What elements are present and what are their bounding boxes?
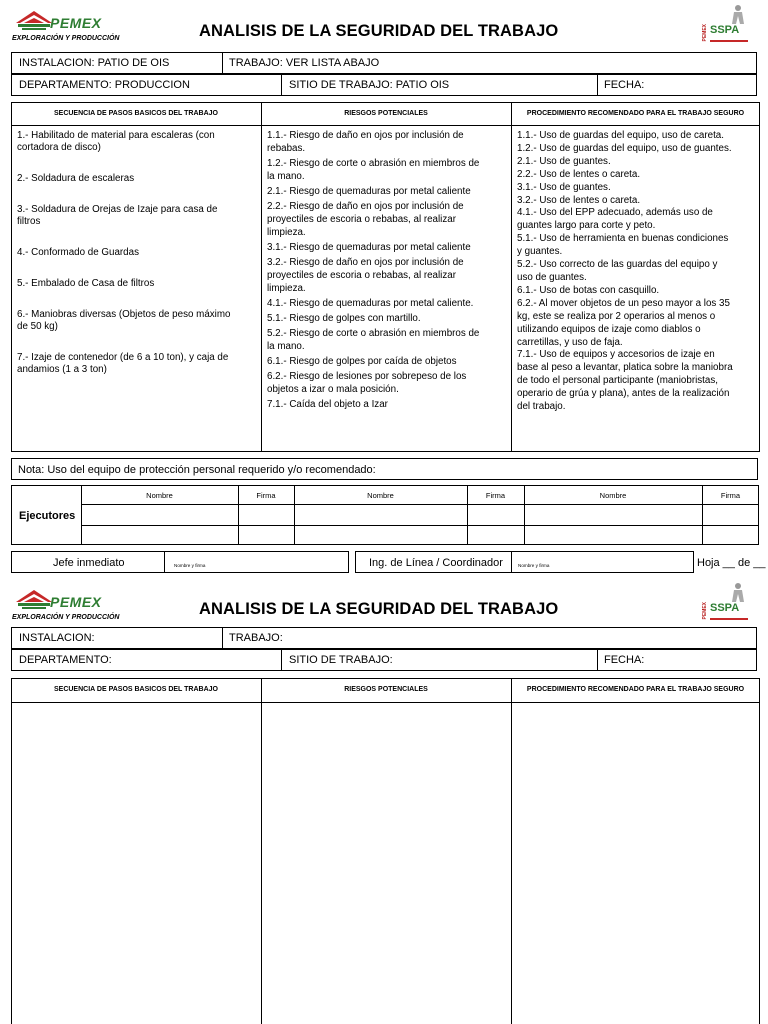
page-title: ANALISIS DE LA SEGURIDAD DEL TRABAJO xyxy=(199,22,559,40)
steps-column xyxy=(17,130,230,395)
ejecutores-label: Ejecutores xyxy=(19,510,76,522)
pemex-wordmark: PEMEX xyxy=(50,15,102,31)
step-line: de 50 kg) xyxy=(17,321,58,332)
trabajo-field: TRABAJO: xyxy=(229,632,283,644)
risk-line: la mano. xyxy=(267,170,305,182)
sspa-logo xyxy=(700,582,760,628)
step-line: cortadora de disco) xyxy=(17,142,101,153)
procedure-line: kg, este se realiza por 2 operarios al menos o xyxy=(517,310,716,322)
risk-item xyxy=(267,313,479,326)
procedure-line: 3.2.- Uso de lentes o careta. xyxy=(517,194,641,206)
sspa-wordmark: SSPA xyxy=(710,24,740,36)
sspa-figure-icon xyxy=(730,4,750,26)
procedure-line: del trabajo. xyxy=(517,401,566,413)
risk-item xyxy=(267,399,479,412)
procedure-line: de todo el personal participante (maniobristas, xyxy=(517,375,718,387)
risk-line: 3.2.- Riesgo de daño en ojos por inclusión de xyxy=(267,257,464,269)
pemex-subtitle: EXPLORACIÓN Y PRODUCCIÓN xyxy=(12,614,120,621)
step-line: 3.- Soldadura de Orejas de Izaje para casa de xyxy=(17,204,218,215)
step-line: 4.- Conformado de Guardas xyxy=(17,247,139,258)
risk-line: 5.1.- Riesgo de golpes con martillo. xyxy=(267,313,421,325)
risk-item xyxy=(267,186,479,199)
sitio-field: SITIO DE TRABAJO: xyxy=(289,654,393,666)
sspa-underline xyxy=(710,618,748,620)
step-line: 2.- Soldadura de escaleras xyxy=(17,173,135,184)
step-item xyxy=(17,173,230,185)
procedure-line: 7.1.- Uso de equipos y accesorios de izaje en xyxy=(517,349,715,361)
sspa-logo xyxy=(700,4,760,50)
sspa-wordmark: SSPA xyxy=(710,602,740,614)
procedure-line: 1.2.- Uso de guardas del equipo, uso de guantes. xyxy=(517,142,732,154)
risk-line: 1.2.- Riesgo de corte o abrasión en miembros de xyxy=(267,158,480,169)
ejecutor-firma-header: Firma xyxy=(720,491,741,500)
ing-label: Ing. de Línea / Coordinador xyxy=(369,557,503,569)
procedure-line: operario de grúa y plana), antes de la realización xyxy=(517,388,730,400)
departamento-field: DEPARTAMENTO: PRODUCCION xyxy=(19,79,190,91)
procedure-line: 5.1.- Uso de herramienta en buenas condiciones xyxy=(517,233,729,245)
nota-text: Nota: Uso del equipo de protección personal requerido y/o recomendado: xyxy=(18,464,376,476)
jefe-nombre-firma: Nombre y firma xyxy=(174,563,206,568)
pemex-subtitle: EXPLORACIÓN Y PRODUCCIÓN xyxy=(12,35,120,42)
main-table xyxy=(11,678,760,1024)
sspa-underline xyxy=(710,40,748,42)
risk-line: 5.2.- Riesgo de corte o abrasión en miembros de xyxy=(267,328,480,340)
procedure-line: 6.1.- Uso de botas con casquillo. xyxy=(517,284,660,296)
risk-line: 6.2.- Riesgo de lesiones por sobrepeso de los xyxy=(267,371,467,383)
sitio-field: SITIO DE TRABAJO: PATIO OIS xyxy=(289,79,450,91)
risks-column xyxy=(267,130,479,414)
col-header-procedimiento: PROCEDIMIENTO RECOMENDADO PARA EL TRABAJO SEGURO xyxy=(526,110,745,117)
pemex-logo xyxy=(12,588,120,624)
risk-line: 7.1.- Caída del objeto a Izar xyxy=(267,399,388,411)
step-item xyxy=(17,204,230,228)
instalacion-field: INSTALACION: xyxy=(19,632,95,644)
risk-item xyxy=(267,371,479,397)
col-header-riesgos: RIESGOS POTENCIALES xyxy=(344,110,428,117)
col-header-riesgos: RIESGOS POTENCIALES xyxy=(344,686,428,693)
procedure-line: guantes largo para corte y peto. xyxy=(517,220,656,232)
step-item xyxy=(17,278,230,290)
risk-item xyxy=(267,242,479,255)
pemex-logo xyxy=(12,9,120,45)
risk-item xyxy=(267,257,479,296)
risk-line: 6.1.- Riesgo de golpes por caída de objetos xyxy=(267,356,457,368)
ing-nombre-firma: Nombre y firma xyxy=(518,563,550,568)
step-item xyxy=(17,247,230,259)
procedures-column xyxy=(517,130,733,414)
risk-item xyxy=(267,356,479,369)
risk-line: limpieza. xyxy=(267,226,306,238)
procedure-line: 4.1.- Uso del EPP adecuado, además uso de xyxy=(517,207,713,219)
risk-item xyxy=(267,328,479,354)
procedure-line: 1.1.- Uso de guardas del equipo, uso de careta. xyxy=(517,130,724,141)
step-item xyxy=(17,130,230,154)
risk-item xyxy=(267,201,479,240)
risk-line: 2.2.- Riesgo de daño en ojos por inclusión de xyxy=(267,201,464,213)
procedure-line: uso de guantes. xyxy=(517,271,587,283)
header-row-1 xyxy=(11,627,757,649)
risk-line: 2.1.- Riesgo de quemaduras por metal caliente xyxy=(267,186,471,197)
step-item xyxy=(17,352,230,376)
step-line: 1.- Habilitado de material para escaleras (con xyxy=(17,130,215,141)
col-header-procedimiento: PROCEDIMIENTO RECOMENDADO PARA EL TRABAJO SEGURO xyxy=(526,686,745,693)
procedure-line: 2.1.- Uso de guantes. xyxy=(517,155,611,167)
jefe-label: Jefe inmediato xyxy=(53,557,125,569)
step-item xyxy=(17,309,230,333)
fecha-field: FECHA: xyxy=(604,654,645,666)
col-header-pasos: SECUENCIA DE PASOS BASICOS DEL TRABAJO xyxy=(53,686,218,693)
risk-line: 1.1.- Riesgo de daño en ojos por inclusión de xyxy=(267,130,464,141)
risk-line: 3.1.- Riesgo de quemaduras por metal caliente xyxy=(267,242,471,253)
sspa-vertical-text: PEMEX xyxy=(702,602,708,620)
pemex-eagle-icon xyxy=(14,9,54,31)
procedure-line: 5.2.- Uso correcto de las guardas del equipo y xyxy=(517,259,718,271)
step-line: andamios (1 a 3 ton) xyxy=(17,364,107,375)
ejecutor-nombre-header: Nombre xyxy=(367,491,394,500)
risk-line: 4.1.- Riesgo de quemaduras por metal caliente. xyxy=(267,298,474,309)
pemex-wordmark: PEMEX xyxy=(50,594,102,610)
trabajo-field: TRABAJO: VER LISTA ABAJO xyxy=(229,57,380,69)
sspa-vertical-text: PEMEX xyxy=(702,24,708,42)
risk-line: la mano. xyxy=(267,341,305,353)
procedure-line: base al peso a levantar, platica sobre la maniobra xyxy=(517,362,733,374)
fecha-field: FECHA: xyxy=(604,79,645,91)
procedure-line: carretillas, y uso de faja. xyxy=(517,336,623,348)
col-header-pasos: SECUENCIA DE PASOS BASICOS DEL TRABAJO xyxy=(53,110,218,117)
risk-item xyxy=(267,158,479,184)
ejecutor-firma-header: Firma xyxy=(485,491,506,500)
step-line: 6.- Maniobras diversas (Objetos de peso máximo xyxy=(17,309,231,320)
risk-line: proyectiles de escoria o rebabas, al realizar xyxy=(267,214,456,225)
risk-line: limpieza. xyxy=(267,282,306,294)
departamento-field: DEPARTAMENTO: xyxy=(19,654,112,666)
pemex-eagle-icon xyxy=(14,588,54,610)
ejecutor-nombre-header: Nombre xyxy=(146,491,173,500)
instalacion-field: INSTALACION: PATIO DE OIS xyxy=(19,57,170,69)
risk-item xyxy=(267,130,479,156)
ejecutor-firma-header: Firma xyxy=(256,491,276,500)
procedure-line: utilizando equipos de izaje como diablos o xyxy=(517,323,701,335)
procedure-line: 2.2.- Uso de lentes o careta. xyxy=(517,168,641,180)
risk-item xyxy=(267,298,479,311)
risk-line: objetos a izar o mala posición. xyxy=(267,384,399,396)
risk-line: rebabas. xyxy=(267,142,306,154)
risk-line: proyectiles de escoria o rebabas, al realizar xyxy=(267,270,456,281)
step-line: filtros xyxy=(17,216,41,227)
step-line: 7.- Izaje de contenedor (de 6 a 10 ton), y caja de xyxy=(17,352,229,363)
ejecutor-nombre-header: Nombre xyxy=(599,491,627,500)
step-line: 5.- Embalado de Casa de filtros xyxy=(17,278,155,289)
page-title: ANALISIS DE LA SEGURIDAD DEL TRABAJO xyxy=(199,600,559,618)
sspa-figure-icon xyxy=(730,582,750,604)
procedure-line: y guantes. xyxy=(517,246,563,258)
procedure-line: 3.1.- Uso de guantes. xyxy=(517,181,611,193)
procedure-line: 6.2.- Al mover objetos de un peso mayor a los 35 xyxy=(517,297,730,309)
hoja-label: Hoja __ de __ xyxy=(697,557,766,569)
